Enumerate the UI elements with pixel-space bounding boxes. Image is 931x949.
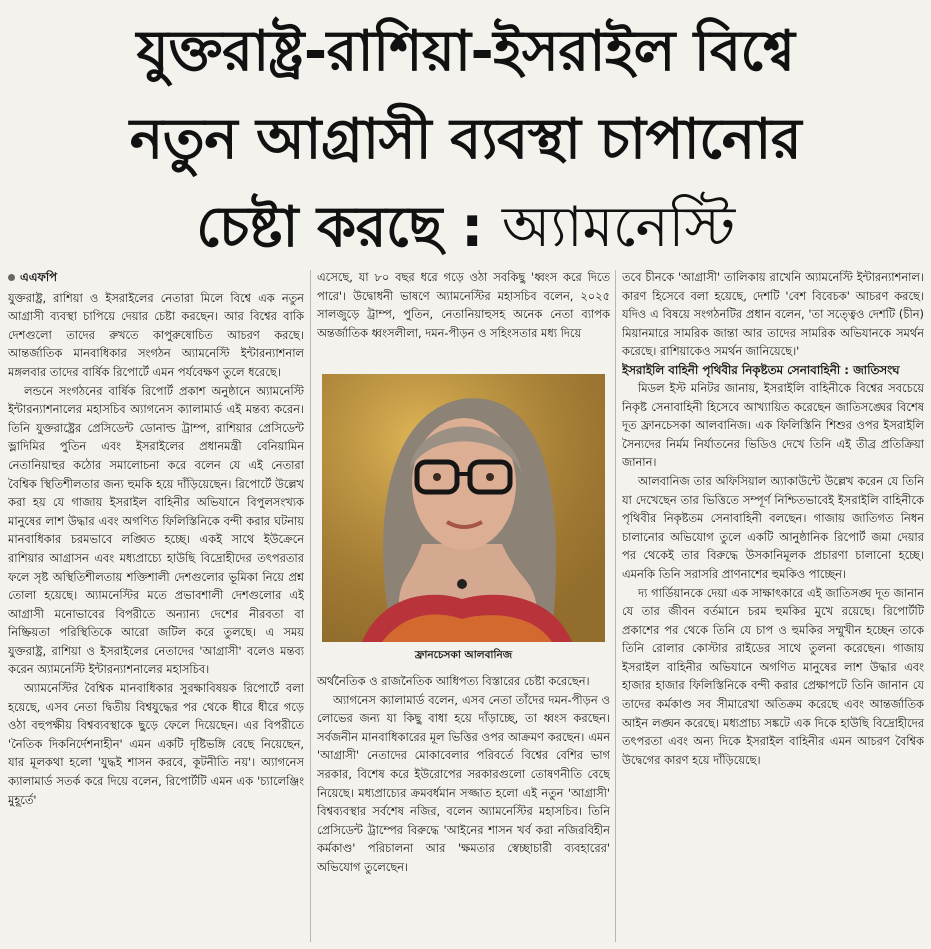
column-rule	[310, 270, 311, 942]
byline	[8, 268, 304, 287]
article-column-3	[622, 268, 924, 946]
headline-line-3	[0, 184, 931, 272]
subheading: ইসরাইলি বাহিনী পৃথিবীর নিকৃষ্টতম সেনাবাহিনী : জাতিসংঘ	[622, 362, 900, 377]
paragraph: মিডল ইস্ট মনিটর জানায়, ইসরাইলি বাহিনীকে বিশ্বের সবচেয়ে নিকৃষ্ট সেনাবাহিনী হিসেবে আখ্যায়িত করেছেন জাতিসঙ্ঘের বিশেষ দূত ফ্রানচেসকা আলবানিজ। এক ফিলিস্তিনি শিশুর ওপর ইসরাইলি সৈন্যদের নির্মম নির্যাতনের ভিডিও দেখে তিনি এই তীব্র প্রতিক্রিয়া জানান।	[622, 380, 924, 470]
article-column-2-bottom	[317, 672, 610, 946]
headline-line-1: যুক্তরাষ্ট্র-রাশিয়া-ইসরাইল বিশ্বে	[136, 19, 795, 84]
byline-agency: এএফপি	[20, 270, 57, 284]
headline-line-3-source: অ্যামনেস্টি	[501, 195, 735, 260]
article-column-2-top	[317, 268, 610, 370]
paragraph: যুক্তরাষ্ট্র, রাশিয়া ও ইসরাইলের নেতারা মিলে বিশ্বে এক নতুন আগ্রাসী ব্যবস্থা চাপিয়ে দেয়ার চেষ্টা করছেন। আর বিশ্বের বাকি দেশগুলো তাদের রুখতে কাপুরুষোচিত আচরণ করছে। আন্তর্জাতিক মানবাধিকার সংগঠন অ্যামনেস্টি ইন্টারন্যাশনাল মঙ্গলবার তাদের বার্ষিক রিপোর্টে এমন পর্যবেক্ষণ তুলে ধরেছে।	[8, 290, 304, 379]
headline-line-2: নতুন আগ্রাসী ব্যবস্থা চাপানোর	[129, 107, 802, 172]
paragraph: তবে চীনকে 'আগ্রাসী' তালিকায় রাখেনি অ্যামনেস্টি ইন্টারন্যাশনাল। কারণ হিসেবে বলা হয়েছে, দেশটি 'বেশ বিবেচক' আচরণ করছে। যদিও এ বিষয়ে সংগঠনটির প্রধান বলেন, 'তা সত্ত্বেও দেশটি (চীন) মিয়ানমারে সামরিক জান্তা আর তাদের সামরিক অভিযানকে সমর্থন করেছে। রাশিয়াকেও সমর্থন জানিয়েছে।'	[622, 270, 924, 359]
paragraph: এসেছে, যা ৮০ বছর ধরে গড়ে ওঠা সবকিছু 'ধ্বংস করে দিতে পারে'। উদ্বোধনী ভাষণে অ্যামনেস্টির মহাসচিব বলেন, ২০২৫ সালজুড়ে ট্রাম্প, পুতিন, নেতানিয়াহুসহ অনেক নেতা ব্যাপক অন্তর্জাতিক ধ্বংসলীলা, দমন-পীড়ন ও সহিংসতার মধ্য দিয়ে	[317, 270, 610, 340]
headline-line-3-bold: চেষ্টা করছে :	[196, 195, 502, 260]
paragraph: অ্যামনেস্টির বৈশ্বিক মানবাধিকার সুরক্ষাবিষয়ক রিপোর্টে বলা হয়েছে, এসব নেতা দ্বিতীয় বিশ্বযুদ্ধের পর থেকে ধীরে ধীরে গড়ে ওঠা বহুপক্ষীয় বিশ্বব্যবস্থাকে ছুড়ে ফেলে দিয়েছেন। এর বিপরীতে 'নৈতিক দিকনির্দেশনাহীন' এমন একটি দৃষ্টিভঙ্গি বেছে নিয়েছেন, যার মূলকথা হলো 'যুদ্ধই শাসন করবে, কূটনীতি নয়'। অ্যাগনেস ক্যালামার্ড সতর্ক করে দিয়ে বলেন, রিপোর্টটি এমন এক 'চ্যালেঞ্জিং মুহূর্তে'	[8, 681, 304, 807]
paragraph: অ্যাগনেস ক্যালামার্ড বলেন, এসব নেতা তাঁদের দমন-পীড়ন ও লোভের জন্য যা কিছু বাধা হয়ে দাঁড়াচ্ছে, তা ধ্বংস করছেন। সর্বজনীন মানবাধিকারের মূল ভিত্তির ওপর আক্রমণ করছেন। এমন 'আগ্রাসী' নেতাদের মোকাবেলার পরিবর্তে বিশ্বের বেশির ভাগ সরকার, বিশেষ করে ইউরোপের সরকারগুলো তোষণনীতি বেছে নিয়েছে। মধ্যপ্রাচ্যের ক্রমবর্ধমান সজ্জাত হলো এই নতুন 'আগ্রাসী' বিশ্বব্যবস্থার সর্বশেষ নজির, বলেন অ্যামনেস্টির মহাসচিব। তিনি প্রেসিডেন্ট ট্রাম্পের বিরুদ্ধে 'আইনের শাসন খর্ব করা নজিরবিহীন কর্মকাণ্ড' পরিচালনা আর 'ক্ষমতার স্বেচ্ছাচারী ব্যবহারের' অভিযোগ তুলেছেন।	[317, 692, 610, 874]
paragraph: লন্ডনে সংগঠনের বার্ষিক রিপোর্ট প্রকাশ অনুষ্ঠানে অ্যামনেস্টি ইন্টারন্যাশনালের মহাসচিব অ্যাগনেস ক্যালামার্ড এই মন্তব্য করেন। তিনি যুক্তরাষ্ট্রের প্রেসিডেন্ট ডোনাল্ড ট্রাম্প, রাশিয়ার প্রেসিডেন্ট ভ্লাদিমির পুতিন এবং ইসরাইলের প্রধানমন্ত্রী বেনিয়ামিন নেতানিয়াহুর কঠোর সমালোচনা করে বলেন যে এই নেতারা বৈশ্বিক স্থিতিশীলতার জন্য হুমকি হয়ে দাঁড়িয়েছেন। রিপোর্টে উল্লেখ করা হয় যে গাজায় ইসরাইল বাহিনীর অভিযানে বিপুলসংখ্যক মানুষের লাশ উদ্ধার এবং অগণিত ফিলিস্তিনিকে বন্দী করার ঘটনায় মানবাধিকার চরমভাবে লঙ্ঘিত হচ্ছে। একই সাথে ইউক্রেনে রাশিয়ার আগ্রাসন এবং মধ্যপ্রাচ্যে হাউছি বিদ্রোহীদের তৎপরতার ফলে সৃষ্ট অস্থিতিশীলতায় শক্তিশালী দেশগুলোর ভূমিকা নিয়ে প্রশ্ন তোলা হয়েছে। অ্যামনেস্টির মতে প্রভাবশালী দেশগুলোর এই আগ্রাসী মনোভাবের বিপরীতে অন্যান্য দেশের নীরবতা বা নিষ্ক্রিয়তা পরিস্থিতিকে আরো জটিল করে তুলছে। এ সময় যুক্তরাষ্ট্র, রাশিয়া ও ইসরাইলের নেতাদের 'আগ্রাসী' বলেও মন্তব্য করেন অ্যামনেস্টি ইন্টারন্যাশনালের মহাসচিব।	[8, 383, 304, 677]
portrait-illustration	[322, 374, 605, 642]
paragraph: আলবানিজ তার অফিসিয়াল অ্যাকাউন্টে উল্লেখ করেন যে তিনি যা দেখেছেন তার ভিত্তিতে সম্পূর্ণ নিশ্চিতভাবেই ইসরাইলি বাহিনীকে পৃথিবীর নিকৃষ্টতম সেনাবাহিনী বলছেন। গাজায় জাতিগত নিধন চালানোর অভিযোগ তুলে একটি আনুষ্ঠানিক রিপোর্ট জমা দেয়ার পর থেকেই তার বিরুদ্ধে উসকানিমূলক প্রচারণা চালানো হচ্ছে। এমনকি তিনি সরাসরি প্রাণনাশের হুমকিও পাচ্ছেন।	[622, 473, 924, 581]
bullet-icon	[8, 274, 15, 281]
headline	[0, 8, 931, 272]
photo-caption: ফ্রানচেসকা আলবানিজ	[414, 649, 513, 661]
column-rule	[615, 270, 616, 942]
paragraph: দ্য গার্ডিয়ানকে দেয়া এক সাক্ষাৎকারে এই জাতিসঙ্ঘ দূত জানান যে তার জীবন বর্তমানে চরম হুমকির মুখে রয়েছে। রিপোর্টটি প্রকাশের পর থেকে তিনি যে চাপ ও হুমকির সম্মুখীন হচ্ছেন তাকে তিনি রোলার কোস্টার রাইডের সাথে তুলনা করেছেন। গাজায় ইসরাইল বাহিনীর অভিযানে অগণিত মানুষের লাশ উদ্ধার এবং হাজার হাজার ফিলিস্তিনিকে বন্দী করার প্রেক্ষাপটে তিনি জানান যে তাদের কর্মকাণ্ড সব সীমারেখা অতিক্রম করেছে এবং আন্তর্জাতিক আইন লঙ্ঘন করেছে। মধ্যপ্রাচ্য সঙ্কটে এক দিকে হাউছি বিদ্রোহীদের তৎপরতা এবং অন্য দিকে ইসরাইল বাহিনীর এমন আচরণ বৈশ্বিক উদ্বেগের কারণ হয়ে দাঁড়িয়েছে।	[622, 585, 924, 767]
article-column-1	[8, 268, 304, 946]
paragraph: অর্থনৈতিক ও রাজনৈতিক আধিপত্য বিস্তারের চেষ্টা করেছেন।	[317, 674, 590, 688]
portrait-photo	[322, 374, 605, 642]
